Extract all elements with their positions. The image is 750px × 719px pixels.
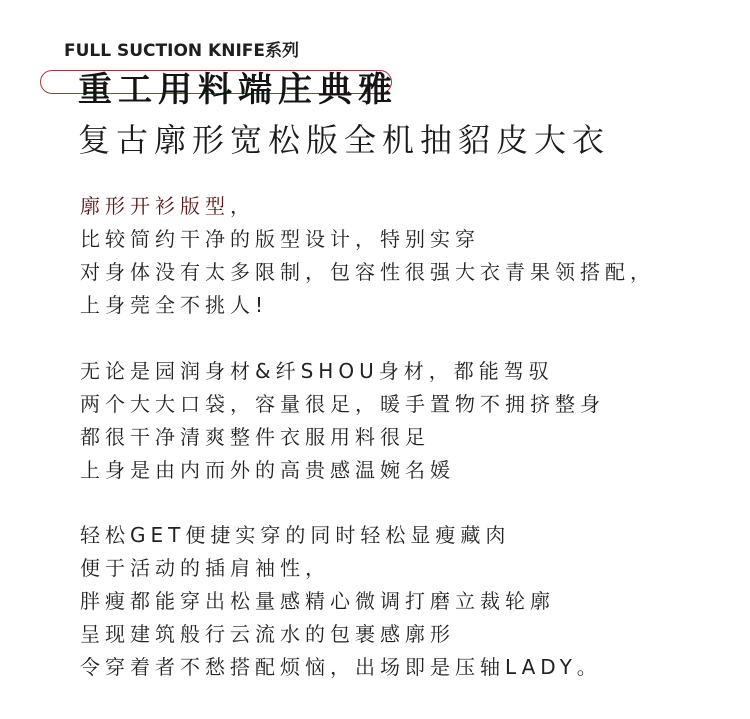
paragraph-line: 胖瘦都能穿出松量感精心微调打磨立裁轮廓 (80, 589, 555, 613)
highlight-punct: ， (230, 194, 255, 218)
paragraph-line: 上身莞全不挑人! (80, 293, 269, 317)
paragraph-3 (80, 519, 602, 684)
paragraph-line: 都很干净清爽整件衣服用料很足 (80, 425, 430, 449)
paragraph-line: 比较简约干净的版型设计，特别实穿 (80, 227, 480, 251)
paragraph-line: 上身是由内而外的高贵感温婉名媛 (80, 458, 455, 482)
paragraph-line: 轻松GET便捷实穿的同时轻松显瘦藏肉 (80, 523, 511, 547)
paragraph-line (80, 190, 655, 223)
series-label: FULL SUCTION KNIFE系列 (64, 41, 299, 61)
paragraph-line: 呈现建筑般行云流水的包裹感廓形 (80, 622, 455, 646)
paragraph-1 (80, 190, 655, 322)
paragraph-line: 令穿着者不愁搭配烦恼，出场即是压轴LADY。 (80, 655, 602, 679)
paragraph-2 (80, 355, 605, 487)
paragraph-line: 两个大大口袋，容量很足，暖手置物不拥挤整身 (80, 392, 605, 416)
paragraph-line: 无论是园润身材&纤SHOU身材，都能驾驭 (80, 359, 554, 383)
title-line-2: 复古廓形宽松版全机抽貂皮大衣 (78, 121, 611, 159)
highlight-phrase: 廓形开衫版型 (80, 194, 230, 218)
title-line-1: 重工用料端庄典雅 (78, 70, 398, 110)
paragraph-line: 便于活动的插肩袖性， (80, 556, 330, 580)
paragraph-line: 对身体没有太多限制，包容性很强大衣青果领搭配， (80, 260, 655, 284)
